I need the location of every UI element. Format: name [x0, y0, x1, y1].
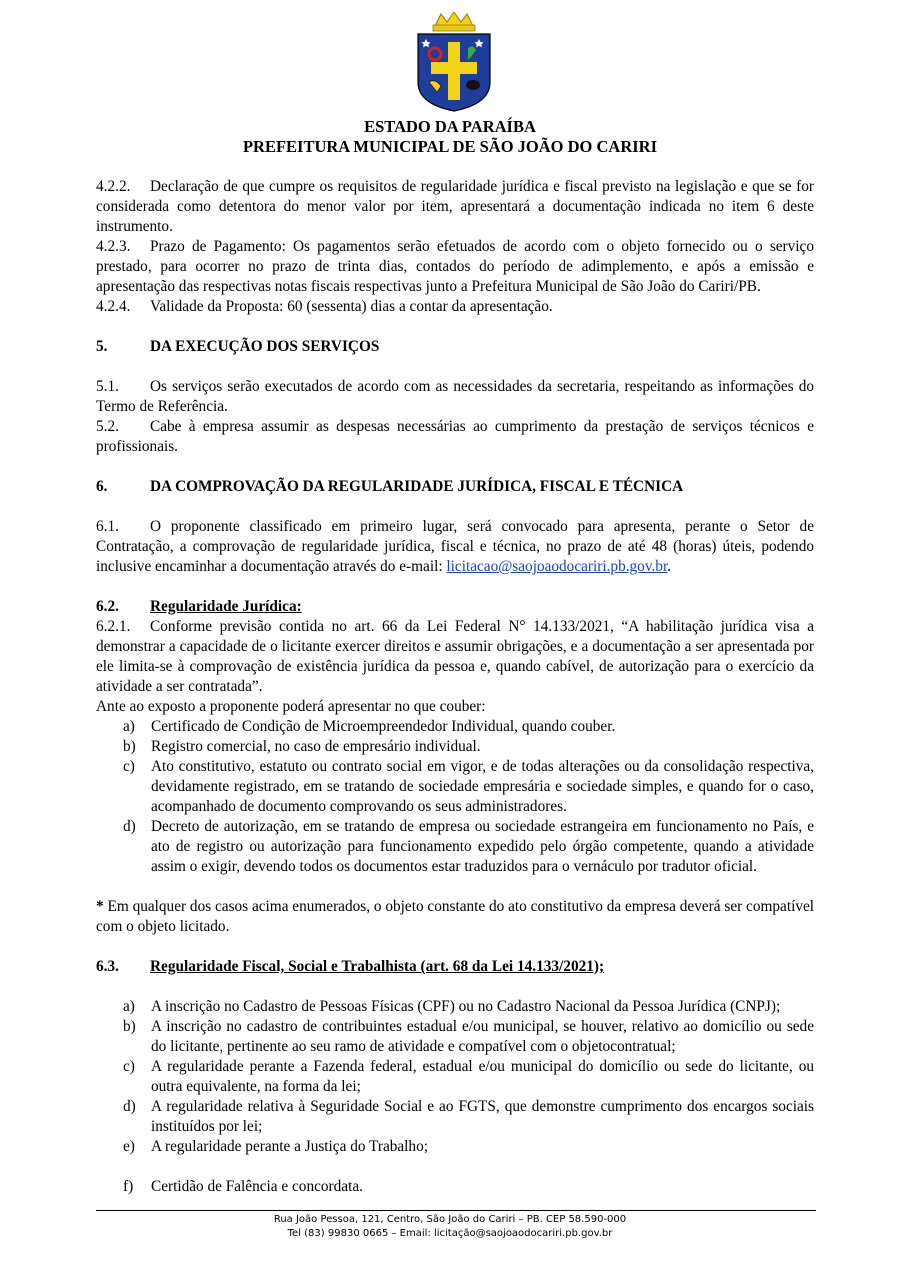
clause-4-2-2 — [96, 177, 814, 237]
state-title: ESTADO DA PARAÍBA — [364, 117, 536, 136]
municipality-title: PREFEITURA MUNICIPAL DE SÃO JOÃO DO CARIRI — [242, 137, 658, 156]
list-text: Decreto de autorização, em se tratando de empresa ou sociedade estrangeira em funcionamento no País, e ato de registro ou autorização para funcionamento expedido pelo órgão competente, quando a atividade assim o exigir, devendo todos os documentos estar traduzidos para o vernáculo por tradutor oficial. — [151, 818, 814, 875]
clause-number: 6.2.1. — [96, 618, 131, 635]
section-6-heading — [96, 477, 814, 497]
clause-number: 6.1. — [96, 518, 119, 535]
juridical-documents-list — [96, 717, 814, 877]
list-item — [96, 757, 814, 817]
clause-4-2-4 — [96, 297, 814, 317]
list-intro: Ante ao exposto a proponente poderá apresentar no que couber: — [96, 698, 486, 715]
subsection-6-2-heading — [96, 597, 814, 617]
list-text: A regularidade relativa à Seguridade Social e ao FGTS, que demonstre cumprimento dos encargos sociais instituídos por lei; — [151, 1098, 814, 1135]
footer-contact: Tel (83) 99830 0665 – Email: licitação@saojoaodocariri.pb.gov.br — [287, 1228, 613, 1239]
subsection-title: Regularidade Jurídica: — [150, 598, 302, 615]
email-link[interactable]: licitacao@saojoaodocariri.pb.gov.br — [446, 558, 668, 575]
clause-number: 4.2.4. — [96, 298, 131, 315]
document-body — [96, 177, 814, 1197]
list-label: c) — [123, 1058, 135, 1075]
list-text: Ato constitutivo, estatuto ou contrato social em vigor, e de todas alterações ou da consolidação respectiva, devidamente registrado, em se tratando de sociedade empresária e sociedade simples, e quando for o caso, acompanhado de documento comprovando os seus administradores. — [151, 758, 814, 815]
list-label: d) — [123, 1098, 136, 1115]
list-text: A regularidade perante a Fazenda federal, estadual e/ou municipal do domicílio ou sede do licitante, ou outra equivalente, na forma da lei; — [151, 1058, 814, 1095]
subsection-number: 6.3. — [96, 958, 119, 975]
list-item — [96, 737, 814, 757]
list-item — [96, 1137, 814, 1157]
clause-text: Declaração de que cumpre os requisitos de regularidade jurídica e fiscal previsto na legislação e que se for considerada como detentora do menor valor por item, apresentará a documentação indicada no item 6 deste instrumento. — [96, 178, 814, 235]
list-label: d) — [123, 818, 136, 835]
list-item — [96, 1057, 814, 1097]
list-item — [96, 997, 814, 1017]
clause-text: Conforme previsão contida no art. 66 da Lei Federal N° 14.133/2021, “A habilitação jurídica visa a demonstrar a capacidade de o licitante exercer direitos e assumir obrigações, e a documentação a ser apresentada por ele limita-se à comprovação de existência jurídica da pessoa e, quando cabível, de autorização para o exercício da atividade a ser contratada”. — [96, 618, 814, 695]
section-5-heading — [96, 337, 814, 357]
clause-number: 5.1. — [96, 378, 119, 395]
list-text: A inscrição no cadastro de contribuintes estadual e/ou municipal, se houver, relativo ao domicílio ou sede do licitante, pertinente ao seu ramo de atividade e compatível com o objetocontratual; — [151, 1018, 814, 1055]
section-number: 6. — [96, 478, 108, 495]
clause-6-1 — [96, 517, 814, 577]
list-text: Certidão de Falência e concordata. — [151, 1178, 363, 1195]
list-text: A regularidade perante a Justiça do Trabalho; — [151, 1138, 428, 1155]
subsection-number: 6.2. — [96, 598, 119, 615]
list-label: c) — [123, 758, 135, 775]
coat-of-arms-logo — [415, 12, 493, 112]
clause-6-2-1 — [96, 617, 814, 697]
clause-number: 5.2. — [96, 418, 119, 435]
section-title: DA COMPROVAÇÃO DA REGULARIDADE JURÍDICA, FISCAL E TÉCNICA — [150, 478, 684, 495]
section-title: DA EXECUÇÃO DOS SERVIÇOS — [150, 338, 380, 355]
list-item — [96, 817, 814, 877]
list-text: Certificado de Condição de Microempreendedor Individual, quando couber. — [151, 718, 616, 735]
list-item — [96, 1017, 814, 1057]
clause-5-1 — [96, 377, 814, 417]
clause-number: 4.2.2. — [96, 178, 131, 195]
subsection-title: Regularidade Fiscal, Social e Trabalhista (art. 68 da Lei 14.133/2021); — [150, 958, 605, 975]
list-item — [96, 717, 814, 737]
footer-address: Rua João Pessoa, 121, Centro, São João do Cariri – PB. CEP 58.590-000 — [273, 1214, 627, 1225]
note-text: Em qualquer dos casos acima enumerados, o objeto constante do ato constitutivo da empresa deverá ser compatível com o objeto licitado. — [96, 898, 815, 935]
footer-divider — [96, 1210, 816, 1211]
clause-text: Prazo de Pagamento: Os pagamentos serão efetuados de acordo com o objeto fornecido ou o serviço prestado, para ocorrer no prazo de trinta dias, contados do período de adimplemento, e após a emissão e apresentação das respectivas notas fiscais respectivas junto a Prefeitura Municipal de São João do Cariri/PB. — [96, 238, 814, 295]
clause-5-2 — [96, 417, 814, 457]
list-item — [96, 1097, 814, 1137]
clause-text: O proponente classificado em primeiro lugar, será convocado para apresenta, perante o Setor de Contratação, a comprovação de regularidade jurídica, fiscal e técnica, no prazo de até 48 (horas) úteis, podendo inclusive encaminhar a documentação através do e-mail: — [96, 518, 814, 575]
clause-end: . — [667, 558, 672, 575]
list-label: e) — [123, 1138, 135, 1155]
subsection-6-3-heading — [96, 957, 814, 977]
list-label: f) — [123, 1178, 134, 1195]
list-label: b) — [123, 1018, 136, 1035]
clause-4-2-3 — [96, 237, 814, 297]
clause-number: 4.2.3. — [96, 238, 131, 255]
list-label: b) — [123, 738, 136, 755]
fiscal-documents-list-continued — [96, 1177, 814, 1197]
clause-text: Cabe à empresa assumir as despesas necessárias ao cumprimento da prestação de serviços técnicos e profissionais. — [96, 418, 814, 455]
list-text: A inscrição no Cadastro de Pessoas Físicas (CPF) ou no Cadastro Nacional da Pessoa Jurídica (CNPJ); — [151, 998, 781, 1015]
list-text: Registro comercial, no caso de empresário individual. — [151, 738, 481, 755]
clause-text: Os serviços serão executados de acordo com as necessidades da secretaria, respeitando as informações do Termo de Referência. — [96, 378, 814, 415]
list-label: a) — [123, 718, 135, 735]
list-label: a) — [123, 998, 135, 1015]
note-paragraph — [96, 897, 814, 937]
section-number: 5. — [96, 338, 108, 355]
note-asterisk: * — [96, 898, 104, 915]
clause-text: Validade da Proposta: 60 (sessenta) dias a contar da apresentação. — [150, 298, 553, 315]
list-item — [96, 1177, 814, 1197]
fiscal-documents-list — [96, 997, 814, 1157]
